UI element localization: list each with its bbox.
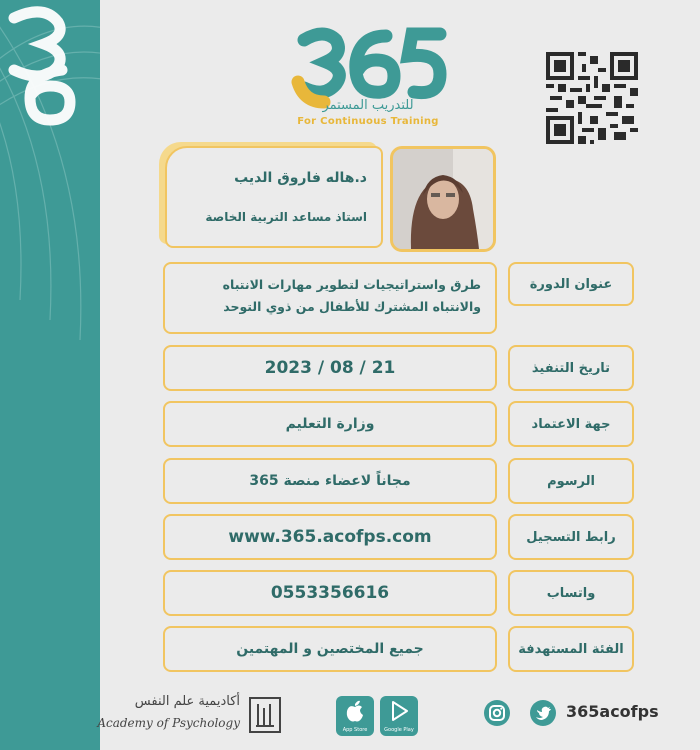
registration-link-label: رابط التسجيل — [508, 514, 634, 560]
app-store-label: App Store — [342, 727, 368, 733]
whatsapp-number[interactable]: 0553356616 — [163, 570, 497, 616]
accreditation-label: جهة الاعتماد — [508, 401, 634, 447]
twitter-icon[interactable] — [530, 700, 556, 726]
sidebar-365-logo — [0, 0, 88, 130]
target-audience-label: الفئة المستهدفة — [508, 626, 634, 672]
social-handle[interactable]: 365acofps — [566, 702, 659, 721]
instructor-title: استاذ مساعد التربية الخاصة — [205, 210, 367, 224]
target-audience-value: جميع المختصين و المهتمين — [163, 626, 497, 672]
instructor-photo — [390, 146, 496, 252]
accreditation-value: وزارة التعليم — [163, 401, 497, 447]
course-title-value — [163, 262, 497, 334]
instagram-icon[interactable] — [484, 700, 510, 726]
course-title-label: عنوان الدورة — [508, 262, 634, 306]
instructor-avatar — [393, 149, 493, 249]
instructor-card — [165, 146, 383, 248]
google-play-icon — [380, 696, 418, 726]
app-store-badge[interactable] — [336, 696, 374, 736]
whatsapp-label: واتساب — [508, 570, 634, 616]
registration-link[interactable]: www.365.acofps.com — [163, 514, 497, 560]
apple-icon — [336, 696, 374, 726]
date-value: 2023 / 08 / 21 — [163, 345, 497, 391]
instructor-name: د.هاله فاروق الديب — [234, 170, 367, 186]
academy-name-arabic: أكاديمية علم النفس — [134, 694, 240, 709]
google-play-label: Google Play — [384, 727, 414, 733]
logo-tagline-arabic: للتدريب المستمر — [322, 98, 414, 113]
date-label: تاريخ التنفيذ — [508, 345, 634, 391]
course-title-line-1: طرق واستراتيجيات لتطوير مهارات الانتباه — [222, 277, 481, 292]
fees-label: الرسوم — [508, 458, 634, 504]
google-play-badge[interactable] — [380, 696, 418, 736]
logo-tagline-english: For Continuous Training — [297, 116, 439, 127]
sidebar-decoration — [0, 0, 100, 750]
academy-icon — [248, 696, 282, 734]
academy-logo — [97, 694, 282, 738]
course-title-line-2: والانتباه المشترك للأطفال من ذوي التوحد — [223, 299, 481, 314]
academy-name-english: Academy of Psychology — [97, 716, 240, 730]
qr-code[interactable] — [546, 52, 638, 144]
fees-value: مجاناً لاعضاء منصة 365 — [163, 458, 497, 504]
